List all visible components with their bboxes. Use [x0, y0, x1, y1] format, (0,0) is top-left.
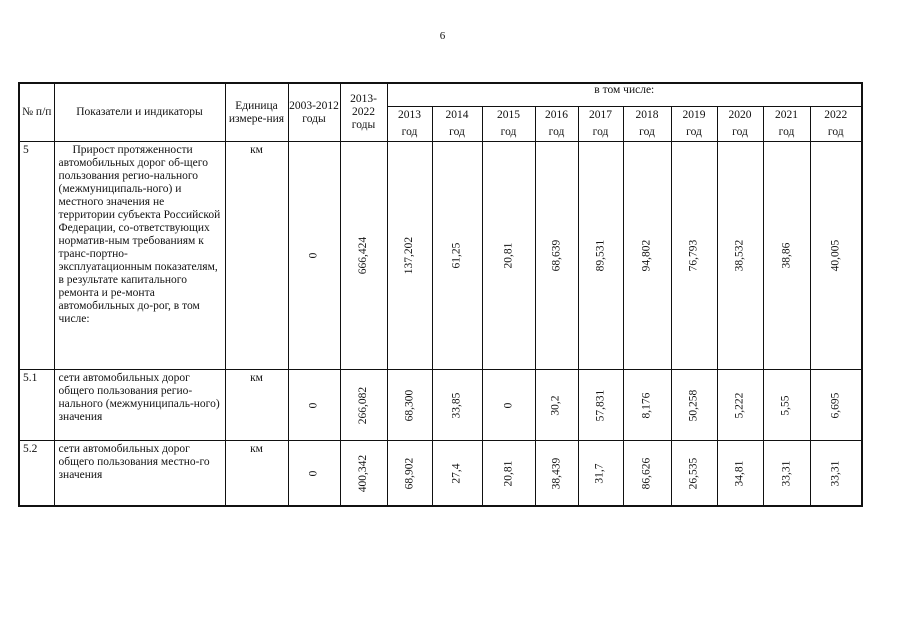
- row-period-2013-2022: [340, 142, 387, 370]
- row-year-value-text: 20,81: [502, 242, 514, 269]
- row-year-value: [763, 441, 810, 507]
- row-year-value-text: 38,439: [550, 457, 562, 489]
- row-year-value: [810, 142, 862, 370]
- row-year-value-text: 57,831: [594, 389, 606, 421]
- row-year-value-text: 68,300: [403, 389, 415, 421]
- row-year-value-text: 33,31: [829, 460, 842, 486]
- row-unit: км: [225, 142, 288, 370]
- header-year-suffix: год: [449, 126, 465, 138]
- row-unit: км: [225, 441, 288, 507]
- row-period-2013-2022-text: 666,424: [357, 236, 369, 275]
- header-year-3: [535, 107, 578, 142]
- row-unit: км: [225, 370, 288, 441]
- row-year-value-text: 94,802: [640, 239, 653, 272]
- row-number: 5: [19, 142, 54, 370]
- row-year-value-text: 38,86: [780, 242, 792, 269]
- row-period-2013-2022: [340, 441, 387, 507]
- row-year-value-text: 8,176: [640, 392, 653, 418]
- row-year-value-text: 61,25: [450, 242, 463, 269]
- row-year-value-text: 20,81: [502, 460, 514, 486]
- row-year-value: [432, 441, 482, 507]
- header-num: № п/п: [19, 83, 54, 142]
- row-year-value-text: 30,2: [550, 394, 562, 416]
- header-year-number: 2015: [497, 109, 520, 121]
- header-year-suffix: год: [592, 126, 609, 138]
- row-year-value-text: 5,222: [733, 392, 746, 418]
- header-unit: Единица измере-ния: [225, 83, 288, 142]
- row-year-value: [717, 441, 763, 507]
- row-year-value: [432, 142, 482, 370]
- indicators-table: [18, 82, 863, 507]
- header-period-2003-2012: 2003-2012 годы: [288, 83, 340, 142]
- row-period-2003-2012: [288, 370, 340, 441]
- row-year-value-text: 50,258: [687, 389, 700, 421]
- header-year-number: 2019: [682, 109, 706, 121]
- row-year-value: [482, 370, 535, 441]
- header-period-2013-2022: 2013-2022 годы: [340, 83, 387, 142]
- row-year-value-text: 40,005: [829, 239, 842, 272]
- header-year-6: [671, 107, 717, 142]
- row-year-value-text: 33,31: [780, 460, 792, 486]
- header-year-7: [717, 107, 763, 142]
- row-year-value-text: 86,626: [640, 457, 653, 489]
- row-year-value-text: 137,202: [403, 236, 415, 275]
- row-year-value: [578, 441, 623, 507]
- row-number: 5.2: [19, 441, 54, 507]
- row-year-value-text: 6,695: [829, 392, 842, 418]
- row-year-value-text: 31,7: [594, 462, 606, 484]
- header-year-number: 2017: [589, 109, 612, 121]
- row-year-value-text: 38,532: [733, 239, 746, 272]
- table-row: [19, 142, 862, 370]
- row-year-value: [810, 441, 862, 507]
- row-year-value: [387, 142, 432, 370]
- header-year-suffix: год: [732, 126, 748, 138]
- header-year-0: [387, 107, 432, 142]
- row-year-value-text: 68,902: [403, 457, 415, 489]
- header-including: в том числе:: [387, 83, 862, 107]
- row-period-2013-2022-text: 266,082: [357, 386, 369, 424]
- row-period-2003-2012-text: 0: [307, 252, 320, 259]
- header-year-suffix: год: [548, 126, 565, 138]
- row-year-value: [810, 370, 862, 441]
- row-year-value-text: 5,55: [780, 394, 792, 416]
- row-indicator: сети автомобильных дорог общего пользования местно-го значения: [54, 441, 225, 507]
- row-period-2003-2012: [288, 142, 340, 370]
- table-row: [19, 370, 862, 441]
- row-year-value: [482, 441, 535, 507]
- row-period-2013-2022-text: 400,342: [357, 454, 369, 492]
- header-year-number: 2013: [398, 109, 421, 121]
- row-year-value: [671, 370, 717, 441]
- header-row-top: [19, 83, 862, 107]
- header-year-1: [432, 107, 482, 142]
- row-period-2003-2012-text: 0: [307, 402, 320, 408]
- row-indicator: Прирост протяженности автомобильных дорог об-щего пользования регио-нального (межмуниципаль-ного) и местного значения не территории субъекта Российской Федерации, со-ответствующих норматив-ным требованиям к транс-портно-эксплуатационным показателям, в результате капитального ремонта и ре-монта автомобильных до-рог, в том числе:: [54, 142, 225, 370]
- table-row: [19, 441, 862, 507]
- row-year-value: [387, 370, 432, 441]
- row-year-value: [763, 142, 810, 370]
- row-year-value: [432, 370, 482, 441]
- header-year-suffix: год: [827, 126, 844, 138]
- header-year-9: [810, 107, 862, 142]
- row-number: 5.1: [19, 370, 54, 441]
- header-year-number: 2018: [635, 109, 659, 121]
- row-year-value-text: 0: [502, 402, 514, 408]
- header-year-2: [482, 107, 535, 142]
- row-year-value: [671, 142, 717, 370]
- row-year-value-text: 68,639: [550, 239, 562, 272]
- row-year-value: [578, 370, 623, 441]
- row-year-value: [482, 142, 535, 370]
- row-year-value: [623, 370, 671, 441]
- row-year-value: [535, 142, 578, 370]
- header-year-number: 2016: [545, 109, 568, 121]
- header-year-suffix: год: [686, 126, 702, 138]
- row-year-value: [623, 441, 671, 507]
- row-year-value: [535, 441, 578, 507]
- row-year-value: [717, 370, 763, 441]
- row-year-value-text: 76,793: [687, 239, 700, 272]
- header-year-suffix: год: [639, 126, 655, 138]
- row-year-value-text: 26,535: [687, 457, 700, 489]
- row-year-value-text: 89,531: [594, 239, 606, 272]
- header-year-suffix: год: [401, 126, 418, 138]
- header-indicator: Показатели и индикаторы: [54, 83, 225, 142]
- row-year-value: [578, 142, 623, 370]
- header-year-4: [578, 107, 623, 142]
- header-year-5: [623, 107, 671, 142]
- row-year-value-text: 34,81: [733, 460, 746, 486]
- row-indicator: сети автомобильных дорог общего пользования регио-нального (межмуниципаль-ного) значения: [54, 370, 225, 441]
- row-year-value: [763, 370, 810, 441]
- header-year-suffix: год: [500, 126, 517, 138]
- row-period-2013-2022: [340, 370, 387, 441]
- row-year-value: [717, 142, 763, 370]
- row-year-value: [623, 142, 671, 370]
- header-year-8: [763, 107, 810, 142]
- row-year-value-text: 33,85: [450, 392, 463, 418]
- row-year-value: [535, 370, 578, 441]
- header-year-number: 2022: [824, 109, 848, 121]
- row-year-value: [671, 441, 717, 507]
- page-number: 6: [439, 30, 446, 42]
- header-year-number: 2014: [445, 109, 469, 121]
- row-year-value: [387, 441, 432, 507]
- header-year-number: 2020: [728, 109, 752, 121]
- row-period-2003-2012-text: 0: [307, 470, 320, 476]
- row-year-value-text: 27,4: [450, 462, 463, 484]
- row-period-2003-2012: [288, 441, 340, 507]
- header-year-number: 2021: [775, 109, 798, 121]
- header-year-suffix: год: [778, 126, 795, 138]
